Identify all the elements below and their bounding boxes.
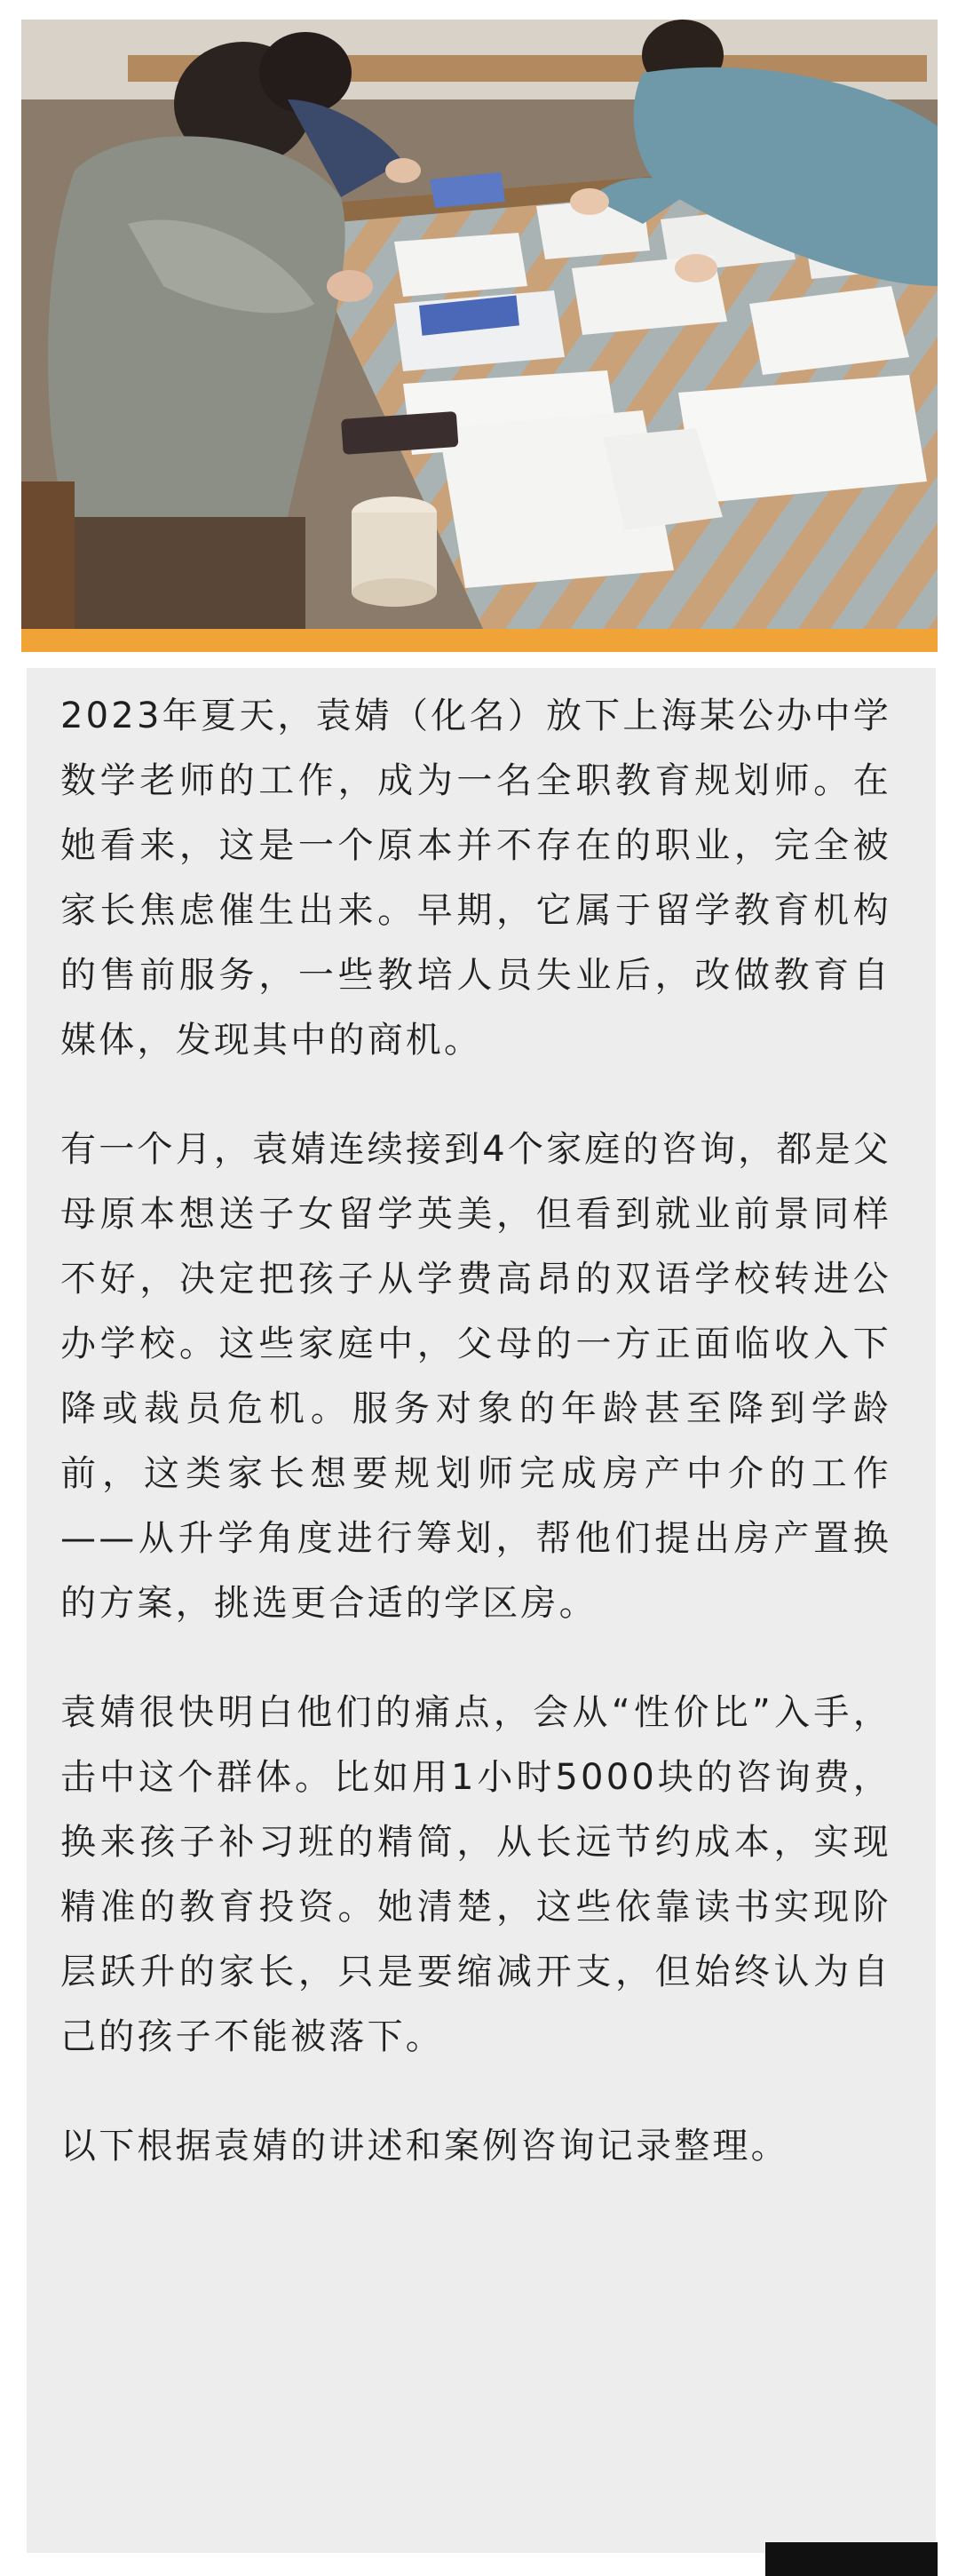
paragraph-2: 有一个月，袁婧连续接到4个家庭的咨询，都是父母原本想送子女留学英美，但看到就业前景同样不好，决定把孩子从学费高昂的双语学校转进公办学校。这些家庭中，父母的一方正面临收入下降或裁员危机。服务对象的年龄甚至降到学龄前，这类家长想要规划师完成房产中介的工作——从升学角度进行筹划，帮他们提出房产置换的方案，挑选更合适的学区房。: [60, 1129, 891, 1624]
paragraph-1: 2023年夏天，袁婧（化名）放下上海某公办中学数学老师的工作，成为一名全职教育规划师。在她看来，这是一个原本并不存在的职业，完全被家长焦虑催生出来。早期，它属于留学教育机构的售前服务，一些教培人员失业后，改做教育自媒体，发现其中的商机。: [60, 696, 891, 1061]
header-photo: [21, 20, 938, 629]
paragraph-4: 以下根据袁婧的讲述和案例咨询记录整理。: [60, 2126, 789, 2167]
article-body: [27, 668, 936, 2553]
photo-illustration: [21, 20, 938, 629]
orange-accent-bar: [21, 629, 938, 652]
cup: [352, 497, 437, 607]
paragraph-3: 袁婧很快明白他们的痛点，会从“性价比”入手，击中这个群体。比如用1小时5000块的咨询费，换来孩子补习班的精简，从长远节约成本，实现精准的教育投资。她清楚，这些依靠读书实现阶层跃升的家长，只是要缩减开支，但始终认为自己的孩子不能被落下。: [60, 1692, 891, 2057]
bottom-dark-block: [765, 2542, 938, 2576]
